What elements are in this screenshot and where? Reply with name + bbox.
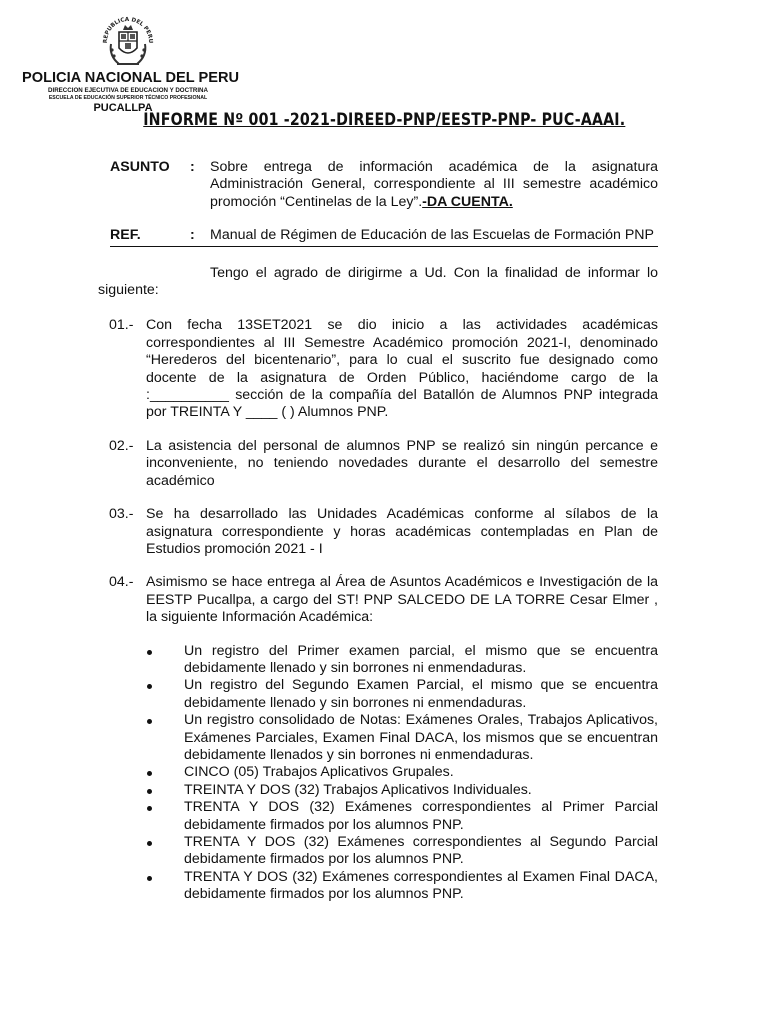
- national-seal-icon: [97, 8, 159, 70]
- direction-name: DIRECCION EJECUTIVA DE EDUCACION Y DOCTRINA: [48, 87, 208, 94]
- document-body: [98, 159, 658, 904]
- bullet-text: TRENTA Y DOS (32) Exámenes correspondientes al Examen Final DACA, debidamente firmados por los alumnos PNP.: [184, 868, 658, 903]
- item-number: 04.-: [109, 574, 134, 591]
- ref-label: REF.: [110, 227, 141, 244]
- item-text: Con fecha 13SET2021 se dio inicio a las actividades académicas correspondientes al III Semestre Académico promoción 2021-I, denominado “Herederos del bicentenario”, para lo cual el suscrito fue designado como docente de la asignatura de Orden Público, haciéndome cargo de la :__________ sección de la compañía del Batallón de Alumnos PNP integrada por TREINTA Y ____ ( ) Alumnos PNP.: [146, 317, 658, 421]
- item-text: Asimismo se hace entrega al Área de Asuntos Académicos e Investigación de la EESTP Pucallpa, a cargo del ST! PNP SALCEDO DE LA TORRE Cesar Elmer , la siguiente Información Académica:: [146, 574, 658, 626]
- school-name: ESCUELA DE EDUCACIÓN SUPERIOR TÉCNICO PROFESIONAL: [48, 95, 208, 101]
- item-number: 01.-: [109, 317, 134, 334]
- bullet-text: Un registro del Segundo Examen Parcial, el mismo que se encuentra debidamente llenado y sin borrones ni enmendaduras.: [184, 677, 658, 711]
- item-text: Se ha desarrollado las Unidades Académicas conforme al sílabos de la asignatura correspondiente y horas académicas contempladas en Plan de Estudios promoción 2021 - I: [146, 506, 658, 557]
- list-item: [147, 643, 658, 678]
- item-number: 03.-: [109, 506, 134, 523]
- bullet-text: TREINTA Y DOS (32) Trabajos Aplicativos Individuales.: [184, 781, 532, 798]
- information-list: [147, 643, 658, 904]
- bullet-icon: [147, 782, 184, 799]
- asunto-label: ASUNTO: [110, 159, 170, 175]
- list-item: [147, 869, 658, 904]
- item-number: 02.-: [109, 437, 134, 454]
- bullet-icon: [147, 799, 184, 834]
- letterhead: [22, 8, 240, 115]
- asunto-text: [210, 159, 658, 211]
- bullet-icon: [147, 677, 184, 712]
- city-name: PUCALLPA: [93, 102, 153, 114]
- document-title: INFORME Nº 001 -2021-DIREED-PNP/EESTP-PNP- PUC-AAAI.: [143, 110, 626, 129]
- ref-colon: :: [190, 227, 195, 244]
- bullet-text: CINCO (05) Trabajos Aplicativos Grupales.: [184, 764, 454, 781]
- asunto-emphasis: -DA CUENTA.: [422, 193, 513, 210]
- intro-paragraph: Tengo el agrado de dirigirme a Ud. Con la finalidad de informar lo siguiente:: [98, 264, 658, 299]
- list-item: [109, 317, 658, 421]
- list-item: [147, 834, 658, 869]
- bullet-text: Un registro consolidado de Notas: Exámenes Orales, Trabajos Aplicativos, Exámenes Parciales, Examen Final DACA, los mismos que se encuentran debidamente llenados y sin borrones ni enmendaduras.: [184, 712, 658, 763]
- bullet-icon: [147, 869, 184, 904]
- list-item: [109, 506, 658, 558]
- list-item: [147, 764, 658, 781]
- bullet-text: TRENTA Y DOS (32) Exámenes correspondientes al Segundo Parcial debidamente firmados por los alumnos PNP.: [184, 834, 658, 868]
- asunto-body: Sobre entrega de información académica de la asignatura Administración General, correspondiente al III semestre académico promoción “Centinelas de la Ley”.: [210, 159, 658, 210]
- bullet-icon: [147, 712, 184, 764]
- bullet-text: Un registro del Primer examen parcial, el mismo que se encuentra debidamente llenado y sin borrones ni enmendaduras.: [184, 642, 658, 676]
- bullet-text: TRENTA Y DOS (32) Exámenes correspondientes al Primer Parcial debidamente firmados por los alumnos PNP.: [184, 799, 658, 833]
- item-text: La asistencia del personal de alumnos PNP se realizó sin ningún percance e inconveniente, no teniendo novedades durante el desarrollo del semestre académico: [146, 437, 658, 489]
- list-item: [147, 782, 658, 799]
- seal-text: REPUBLICA DEL PERU: [102, 16, 154, 44]
- institution-name: POLICIA NACIONAL DEL PERU: [22, 70, 240, 86]
- list-item: [109, 574, 658, 626]
- bullet-icon: [147, 764, 184, 781]
- list-item: [147, 677, 658, 712]
- list-item: [147, 712, 658, 764]
- asunto-colon: :: [190, 159, 195, 175]
- bullet-icon: [147, 834, 184, 869]
- ref-row: [110, 227, 658, 244]
- asunto-row: [110, 159, 658, 211]
- ref-text: Manual de Régimen de Educación de las Escuelas de Formación PNP: [210, 227, 654, 244]
- list-item: [109, 438, 658, 490]
- list-item: [147, 799, 658, 834]
- bullet-icon: [147, 643, 184, 678]
